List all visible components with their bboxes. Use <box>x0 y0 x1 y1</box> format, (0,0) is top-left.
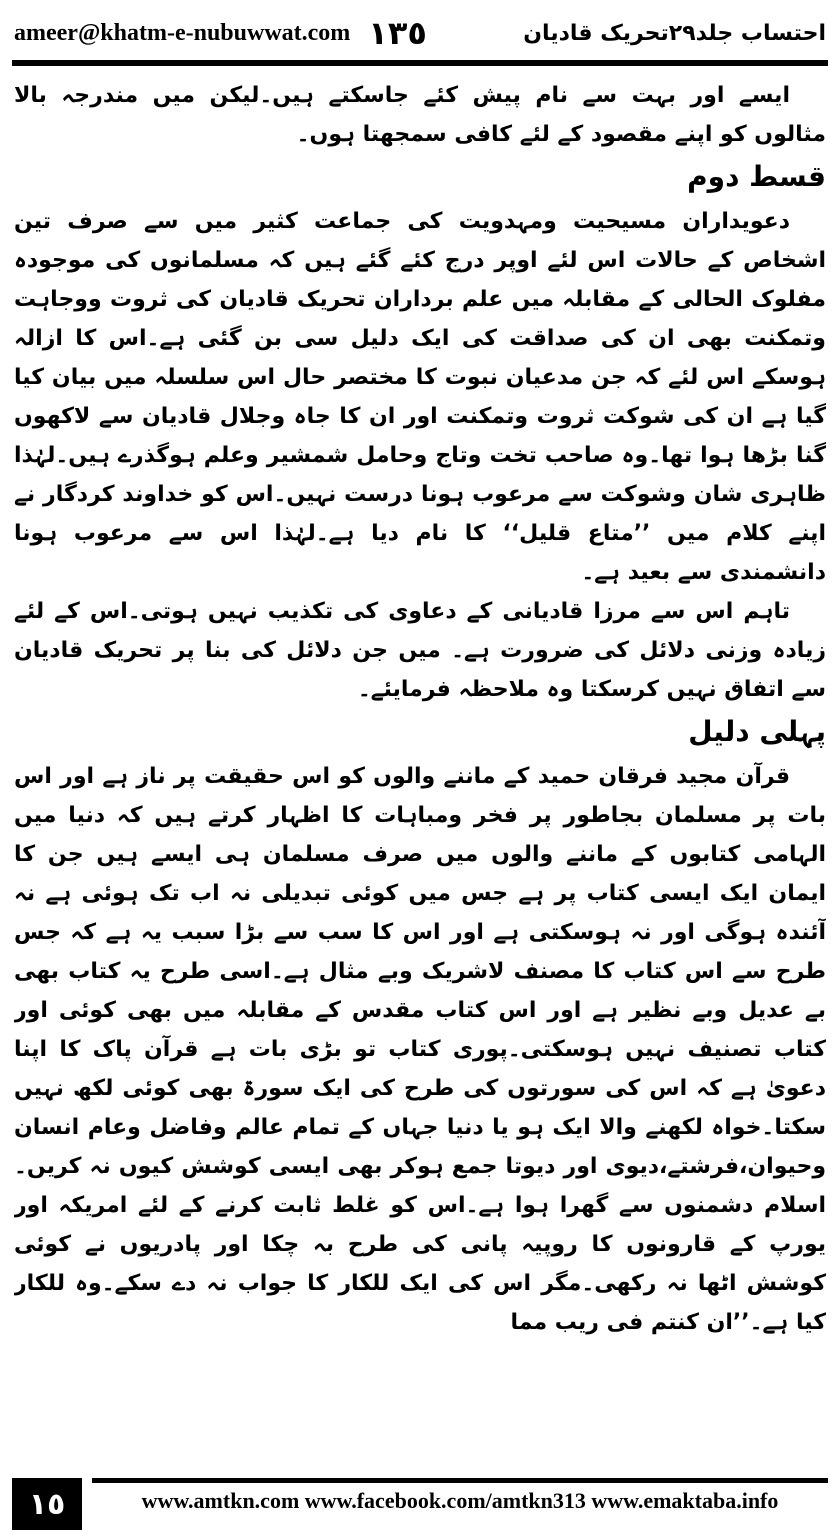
paragraph-1: ایسے اور بہت سے نام پیش کئے جاسکتے ہیں۔لیکن میں مندرجہ بالا مثالوں کو اپنے مقصود کے لئے کافی سمجھتا ہوں۔ <box>14 83 826 147</box>
page-footer <box>12 1474 828 1532</box>
paragraph-2: دعویداران مسیحیت ومہدویت کی جماعت کثیر میں سے صرف تین اشخاص کے حالات اس لئے اوپر درج کئے گئے ہیں کہ مسلمانوں کی موجودہ مفلوک الحالی کے مقابلہ میں علم برداران تحریک قادیان کی ثروت ووجاہت وتمکنت بھی ان کی صداقت کی ایک دلیل سی بن گئی ہے۔اس کا ازالہ ہوسکے اس لئے کہ جن مدعیان نبوت کا مختصر حال اس سلسلہ میں بیان کیا گیا ہے ان کی شوکت ثروت وتمکنت اور ان کا جاہ وجلال قادیان سے لاکھوں گنا بڑھا ہوا تھا۔وہ صاحب تخت وتاج وحامل شمشیر وعلم ہوگذرے ہیں۔لہٰذا ظاہری شان وشوکت سے مرعوب ہونا درست نہیں۔اس کو خداوند کردگار نے اپنے کلام میں ’’متاع قلیل‘‘ کا نام دیا ہے۔لہٰذا اس سے مرعوب ہونا دانشمندی سے بعید ہے۔ <box>14 209 826 585</box>
footer-page-number: ١٥ <box>12 1478 82 1530</box>
header-running-title: احتساب جلد۲۹تحریک قادیان <box>523 20 826 46</box>
paragraph-4: قرآن مجید فرقان حمید کے ماننے والوں کو اس حقیقت پر ناز ہے اور اس بات پر مسلمان بجاطور پر فخر ومباہات کا اظہار کرتے ہیں کہ دنیا میں الہامی کتابوں کے ماننے والوں میں صرف مسلمان ہی ایسے ہیں جن کا ایمان ایک ایسی کتاب پر ہے جس میں کوئی تبدیلی نہ اب تک ہوئی ہے نہ آئندہ ہوگی اور نہ ہوسکتی ہے اور اس کا سب سے بڑا سبب یہ ہے کہ جس طرح سے اس کتاب کا مصنف لاشریک وبے مثال ہے۔اسی طرح یہ کتاب بھی بے عدیل وبے نظیر ہے اور اس کتاب مقدس کے مقابلہ میں بھی کوئی اور کتاب تصنیف نہیں ہوسکتی۔پوری کتاب تو بڑی بات ہے قرآن پاک کا اپنا دعویٰ ہے کہ اس کی سورتوں کی طرح کی ایک سورۃ بھی کوئی لکھ نہیں سکتا۔خواہ لکھنے والا ایک ہو یا دنیا جہاں کے تمام عالم وفاضل وعام انسان وحیوان،فرشتے،دیوی اور دیوتا جمع ہوکر بھی ایسی کوشش کیوں نہ کریں۔ اسلام دشمنوں سے گھرا ہوا ہے۔اس کو غلط ثابت کرنے کے لئے امریکہ اور یورپ کے قارونوں کا روپیہ پانی کی طرح بہ چکا اور پادریوں نے کوئی کوشش اٹھا نہ رکھی۔مگر اس کی ایک للکار کا جواب نہ دے سکے۔وہ للکار کیا ہے۔’’ان کنتم فی ریب مما <box>14 764 826 1335</box>
paragraph-3: تاہم اس سے مرزا قادیانی کے دعاوی کی تکذیب نہیں ہوتی۔اس کے لئے زیادہ وزنی دلائل کی ضرورت ہے۔ میں جن دلائل کی بنا پر تحریک قادیان سے اتفاق نہیں کرسکتا وہ ملاحظہ فرمایئے۔ <box>14 599 826 702</box>
header-rule <box>12 60 828 66</box>
header-left-group <box>14 14 427 52</box>
article-body <box>14 76 826 1460</box>
section-heading-qist-dom: قسط دوم <box>687 160 826 193</box>
section-heading-pehli-daleel: پہلی دلیل <box>688 715 826 748</box>
page-header <box>14 10 826 56</box>
footer-rule <box>92 1478 828 1483</box>
header-page-number: ١٣٥ <box>368 14 427 52</box>
header-email: ameer@khatm-e-nubuwwat.com <box>14 19 351 46</box>
footer-links: www.amtkn.com www.facebook.com/amtkn313 www.emaktaba.info <box>141 1488 779 1513</box>
